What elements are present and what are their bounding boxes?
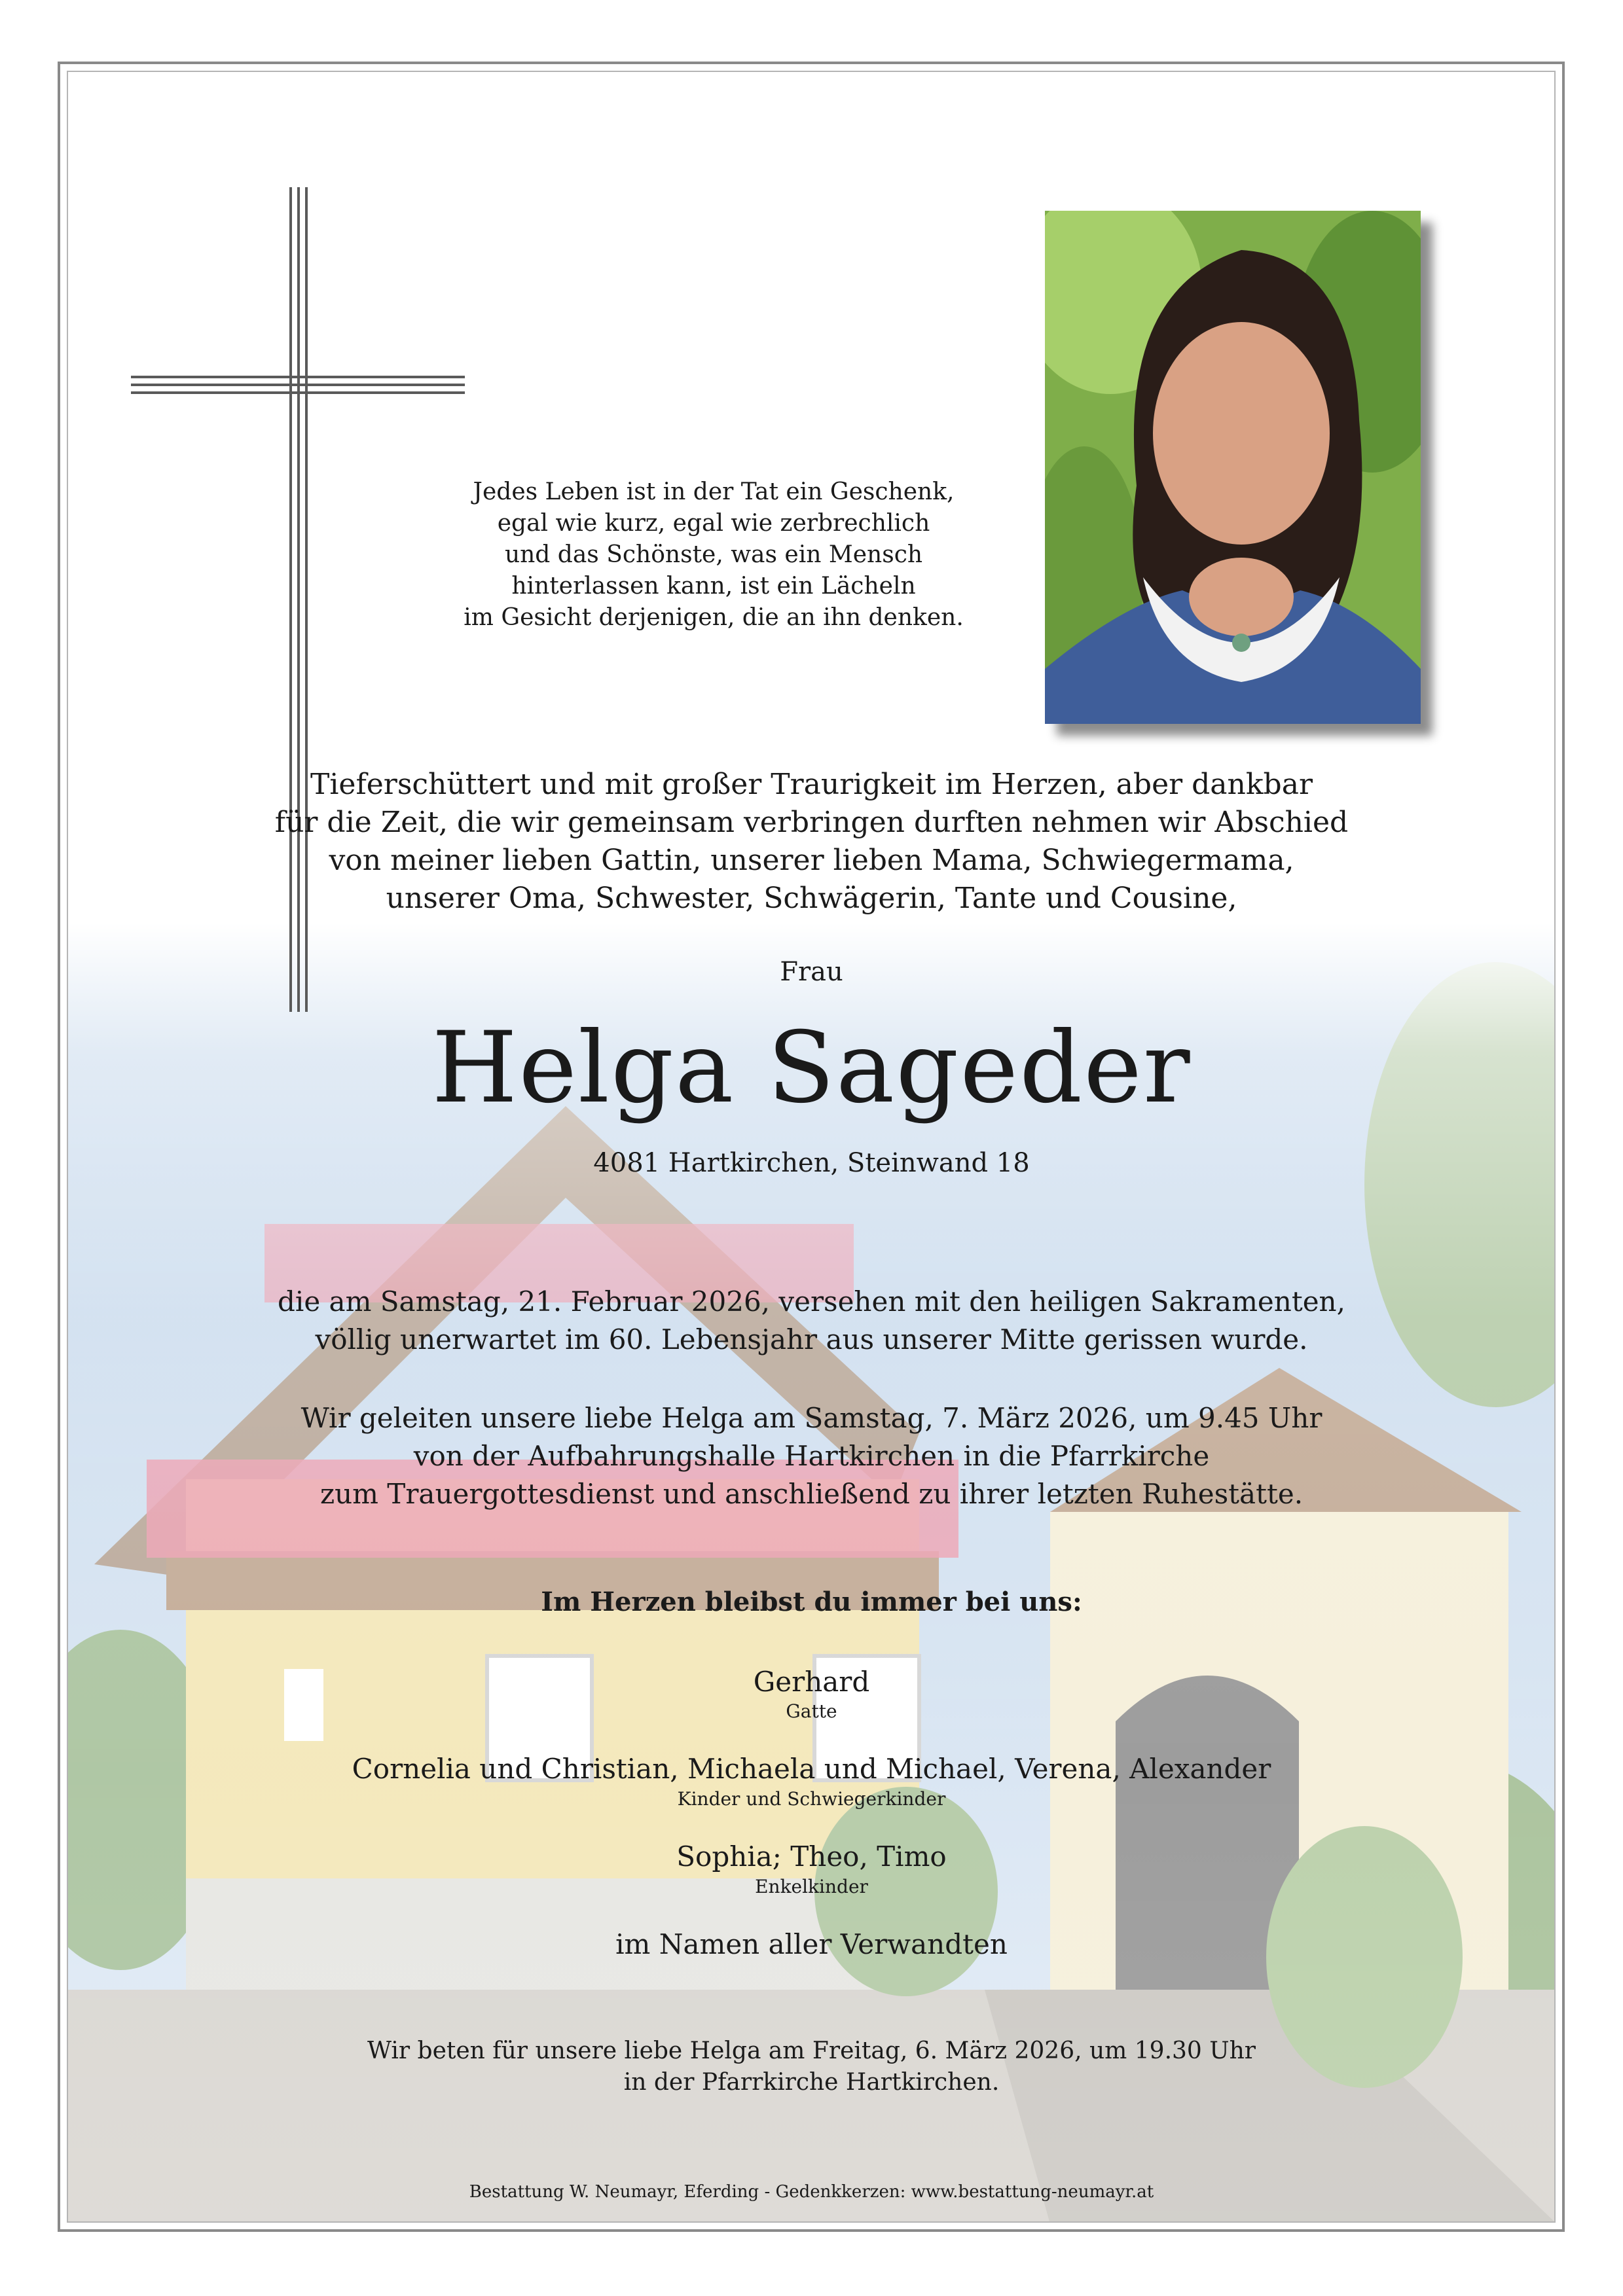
intro-line: Tieferschüttert und mit großer Traurigkeit im Herzen, aber dankbar: [310, 768, 1313, 801]
address: 4081 Hartkirchen, Steinwand 18: [593, 1148, 1030, 1178]
prayer-paragraph: [0, 2036, 1623, 2098]
prayer-line: in der Pfarrkirche Hartkirchen.: [623, 2069, 1000, 2096]
poem-line: hinterlassen kann, ist ein Lächeln: [511, 573, 916, 600]
relative-names: Gerhard: [753, 1666, 870, 1698]
poem-line: egal wie kurz, egal wie zerbrechlich: [497, 510, 930, 537]
salutation: Frau: [780, 957, 843, 987]
intro-line: von meiner lieben Gattin, unserer lieben Mama, Schwiegermama,: [329, 844, 1294, 877]
heart-line: Im Herzen bleibst du immer bei uns:: [541, 1587, 1082, 1617]
funeral-line: von der Aufbahrungshalle Hartkirchen in die Pfarrkirche: [413, 1440, 1210, 1472]
relative-names: Cornelia und Christian, Michaela und Michael, Verena, Alexander: [352, 1753, 1271, 1785]
death-line: völlig unerwartet im 60. Lebensjahr aus unserer Mitte gerissen wurde.: [315, 1323, 1308, 1355]
deceased-name: Helga Sageder: [431, 1011, 1192, 1125]
poem-line: und das Schönste, was ein Mensch: [504, 541, 923, 568]
footer-credit: Bestattung W. Neumayr, Eferding - Gedenkkerzen: www.bestattung-neumayr.at: [469, 2182, 1154, 2202]
funeral-paragraph: [0, 1399, 1623, 1513]
portrait-photo: [1045, 211, 1421, 724]
funeral-line: zum Trauergottesdienst und anschließend zu ihrer letzten Ruhestätte.: [319, 1478, 1304, 1510]
funeral-line: Wir geleiten unsere liebe Helga am Samstag, 7. März 2026, um 9.45 Uhr: [301, 1402, 1322, 1434]
relative-role: Enkelkinder: [755, 1876, 868, 1897]
relative-role: Kinder und Schwiegerkinder: [677, 1788, 946, 1810]
poem-line: im Gesicht derjenigen, die an ihn denken.: [464, 604, 964, 631]
relative-names: Sophia; Theo, Timo: [676, 1840, 947, 1873]
intro-paragraph: [0, 766, 1623, 918]
memorial-poem: [419, 476, 1008, 634]
intro-line: für die Zeit, die wir gemeinsam verbringen durften nehmen wir Abschied: [274, 806, 1349, 839]
death-notice-paragraph: [0, 1283, 1623, 1359]
intro-line: unserer Oma, Schwester, Schwägerin, Tante und Cousine,: [386, 882, 1237, 915]
poem-line: Jedes Leben ist in der Tat ein Geschenk,: [473, 478, 955, 505]
relative-role: Gatte: [786, 1700, 837, 1722]
prayer-line: Wir beten für unsere liebe Helga am Freitag, 6. März 2026, um 19.30 Uhr: [367, 2037, 1256, 2064]
relatives-all: im Namen aller Verwandten: [615, 1928, 1008, 1960]
death-line: die am Samstag, 21. Februar 2026, versehen mit den heiligen Sakramenten,: [278, 1285, 1345, 1318]
